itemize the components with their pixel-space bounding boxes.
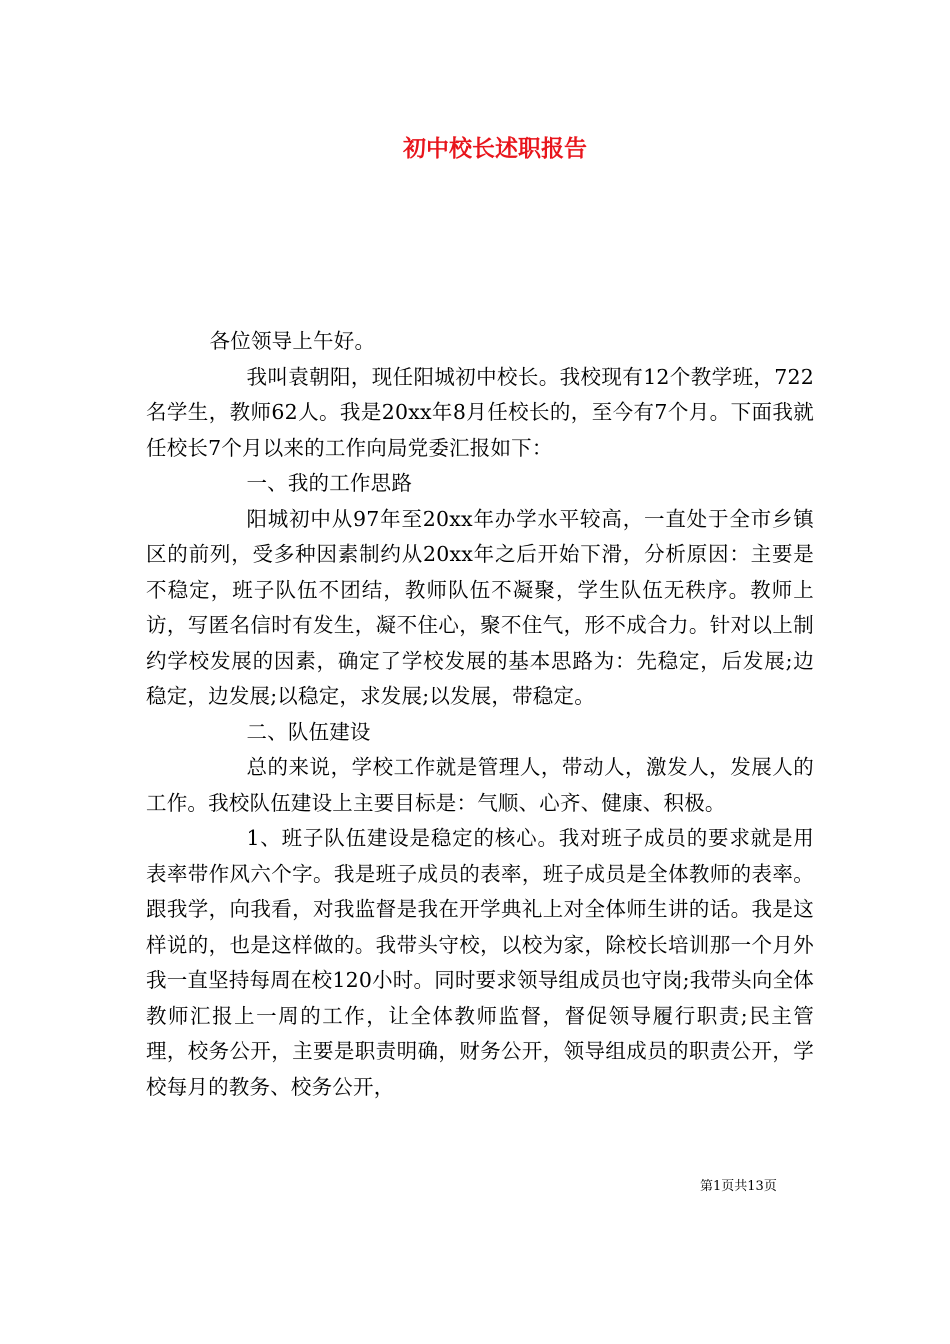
paragraph-leadership-team: 1、班子队伍建设是稳定的核心。我对班子成员的要求就是用表率带作风六个字。我是班子成员的表率，班子成员是全体教师的表率。跟我学，向我看，对我监督是我在开学典礼上对全体师生讲的话。我是这样说的，也是这样做的。我带头守校，以校为家，除校长培训那一个月外我一直坚持每周在校120小时。同时要求领导组成员也守岗;我带头向全体教师汇报上一周的工作，让全体教师监督，督促领导履行职责;民主管理，校务公开，主要是职责明确，财务公开，领导组成员的职责公开，学校每月的教务、校务公开， [146, 826, 814, 1099]
paragraph-intro: 我叫袁朝阳，现任阳城初中校长。我校现有12个教学班，722名学生，教师62人。我是20xx年8月任校长的，至今有7个月。下面我就任校长7个月以来的工作向局党委汇报如下： [146, 364, 814, 460]
paragraph-greeting: 各位领导上午好。 [209, 329, 376, 353]
paragraph-team-summary: 总的来说，学校工作就是管理人，带动人，激发人，发展人的工作。我校队伍建设上主要目标是：气顺、心齐、健康、积极。 [146, 755, 814, 815]
paragraph-work-ideas: 阳城初中从97年至20xx年办学水平较高，一直处于全市乡镇区的前列，受多种因素制约从20xx年之后开始下滑，分析原因：主要是不稳定，班子队伍不团结，教师队伍不凝聚，学生队伍无秩序。教师上访，写匿名信时有发生，凝不住心，聚不住气，形不成合力。针对以上制约学校发展的因素，确定了学校发展的基本思路为：先稳定，后发展;边稳定，边发展;以稳定，求发展;以发展，带稳定。 [146, 506, 814, 708]
section-heading-work-ideas: 一、我的工作思路 [246, 471, 413, 495]
section-heading-team-building: 二、队伍建设 [246, 719, 371, 744]
document-body [146, 324, 814, 1105]
document-title: 初中校长述职报告 [403, 135, 587, 162]
page-number-footer: 第1页共13页 [700, 1179, 777, 1194]
